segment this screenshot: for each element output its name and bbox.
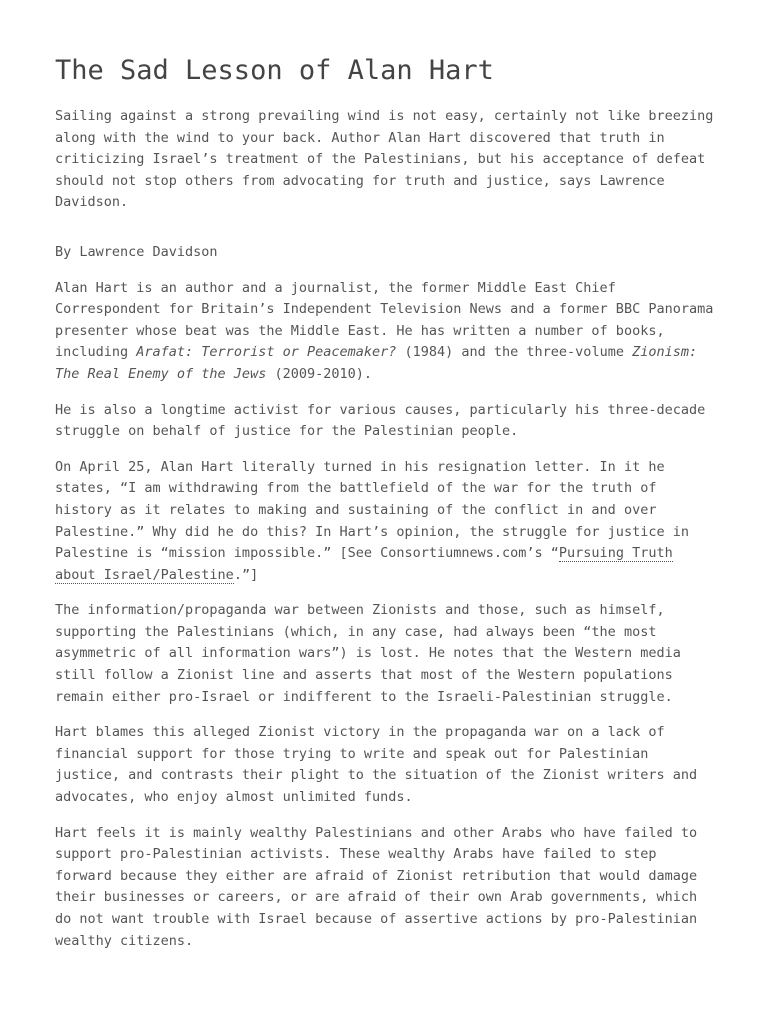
paragraph-1-text-a: Alan Hart is an author and a journalist, the former Middle East Chief Correspondent for Britain’s Independent Television News and a former BBC Panorama presenter whose beat was the Middle East. He has written a number of books, including bbox=[55, 279, 714, 361]
byline: By Lawrence Davidson bbox=[55, 243, 218, 260]
article-title: The Sad Lesson of Alan Hart bbox=[55, 55, 494, 86]
paragraph-1 bbox=[55, 278, 715, 386]
article-dek: Sailing against a strong prevailing wind is not easy, certainly not like breezing along with the wind to your back. Author Alan Hart discovered that truth in criticizing Israel’s treatment of the Palestinians, but his acceptance of defeat should not stop others from advocating for truth and justice, says Lawrence Davidson. bbox=[55, 108, 714, 211]
pursuing-truth-link[interactable]: Pursuing Truth about Israel/Palestine bbox=[55, 545, 673, 583]
paragraph-1-text-b: (1984) and the three-volume bbox=[396, 344, 633, 361]
paragraph-6: Hart feels it is mainly wealthy Palestinians and other Arabs who have failed to support pro-Palestinian activists. These wealthy Arabs have failed to step forward because they either are afraid of Zionist retribution that would damage their businesses or careers, or are afraid of their own Arab governments, which do not want trouble with Israel because of assertive actions by pro-Palestinian wealthy citizens. bbox=[55, 824, 698, 949]
book-title-zionism: Zionism: The Real Enemy of the Jews bbox=[55, 344, 698, 382]
paragraph-1-text-c: (2009-2010). bbox=[266, 365, 372, 382]
book-title-arafat: Arafat: Terrorist or Peacemaker? bbox=[136, 344, 397, 361]
paragraph-3 bbox=[55, 457, 715, 587]
paragraph-5: Hart blames this alleged Zionist victory in the propaganda war on a lack of financial support for those trying to write and speak out for Palestinian justice, and contrasts their plight to the situation of the Zionist writers and advocates, who enjoy almost unlimited funds. bbox=[55, 724, 698, 806]
paragraph-4: The information/propaganda war between Zionists and those, such as himself, supporting the Palestinians (which, in any case, had always been “the most asymmetric of all information wars”) is lost. He notes that the Western media still follow a Zionist line and asserts that most of the Western populations remain either pro-Israel or indifferent to the Israeli-Palestinian struggle. bbox=[55, 602, 681, 705]
paragraph-3-text-a: On April 25, Alan Hart literally turned in his resignation letter. In it he states, “I am withdrawing from the battlefield of the war for the truth of history as it relates to making and sustaining of the conflict in and over Palestine.” Why did he do this? In Hart’s opinion, the struggle for justice in Palestine is “mission impossible.” [See Consortiumnews.com’s “ bbox=[55, 458, 689, 562]
paragraph-3-text-b: .”] bbox=[233, 566, 259, 583]
paragraph-2: He is also a longtime activist for various causes, particularly his three-decade struggle on behalf of justice for the Palestinian people. bbox=[55, 401, 706, 440]
